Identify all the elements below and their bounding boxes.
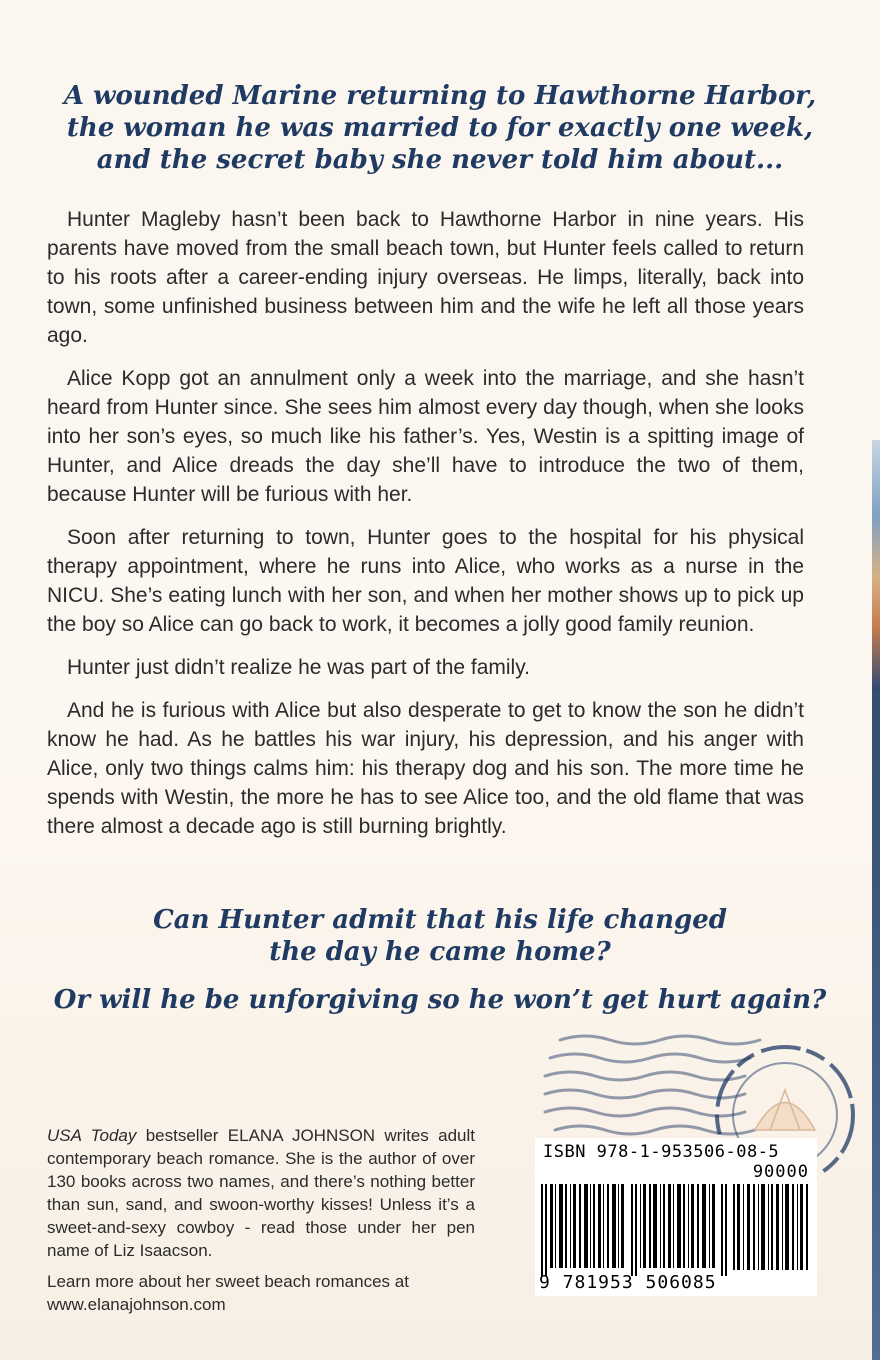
blurb-paragraph: Alice Kopp got an annulment only a week into the marriage, and she hasn’t heard from Hunter since. She sees him almost every day though, when she looks into her son’s eyes, so much like his father’s. Yes, Westin is a spitting image of Hunter, and Alice dreads the day she’ll have to introduce the two of them, because Hunter will be furious with her.	[47, 367, 804, 506]
book-blurb	[47, 205, 804, 855]
closing-line: the day he came home?	[269, 937, 611, 967]
barcode-bars-main	[541, 1184, 727, 1276]
bio-paragraph	[47, 1124, 475, 1262]
learn-more-text: Learn more about her sweet beach romances at	[47, 1272, 409, 1291]
blurb-paragraph: Hunter just didn’t realize he was part of the family.	[67, 656, 530, 679]
bio-italic-lead: USA Today	[47, 1126, 137, 1145]
barcode-digits: 9 781953 506085	[539, 1272, 717, 1293]
hook-tagline	[40, 80, 840, 176]
hook-line: and the secret baby she never told him about...	[96, 145, 784, 175]
bio-text: bestseller ELANA JOHNSON writes adult contemporary beach romance. She is the author of over 130 books across two names, and there’s nothing better than sun, sand, and swoon-worthy kisses! Unless it’s a sweet-and-sexy cowboy - read those under her pen name of Liz Isaacson.	[47, 1126, 475, 1260]
isbn-barcode	[535, 1138, 817, 1296]
closing-tagline	[40, 904, 840, 1016]
barcode-bars-addon	[733, 1184, 811, 1270]
learn-more-paragraph	[47, 1270, 475, 1316]
closing-line: Can Hunter admit that his life changed	[153, 905, 727, 935]
blurb-paragraph: Hunter Magleby hasn’t been back to Hawthorne Harbor in nine years. His parents have moved from the small beach town, but Hunter feels called to return to his roots after a career-ending injury overseas. He limps, literally, back into town, some unfinished business between him and the wife he left all those years ago.	[47, 208, 804, 347]
author-bio	[47, 1124, 475, 1324]
author-website: www.elanajohnson.com	[47, 1295, 226, 1314]
closing-line: Or will he be unforgiving so he won’t get hurt again?	[53, 985, 827, 1015]
isbn-label: ISBN 978-1-953506-08-5	[543, 1142, 780, 1162]
cover-edge-strip	[872, 440, 880, 690]
hook-line: A wounded Marine returning to Hawthorne Harbor,	[63, 81, 817, 111]
price-addon: 90000	[752, 1162, 809, 1182]
cover-edge-strip-lower	[872, 690, 880, 1360]
blurb-paragraph: Soon after returning to town, Hunter goes to the hospital for his physical therapy appointment, where he runs into Alice, who works as a nurse in the NICU. She’s eating lunch with her son, and when her mother shows up to pick up the boy so Alice can go back to work, it becomes a jolly good family reunion.	[47, 526, 804, 636]
blurb-paragraph: And he is furious with Alice but also desperate to get to know the son he didn’t know he had. As he battles his war injury, his depression, and his anger with Alice, only two things calms him: his therapy dog and his son. The more time he spends with Westin, the more he has to see Alice too, and the old flame that was there almost a decade ago is still burning brightly.	[47, 699, 804, 838]
hook-line: the woman he was married to for exactly one week,	[66, 113, 814, 143]
